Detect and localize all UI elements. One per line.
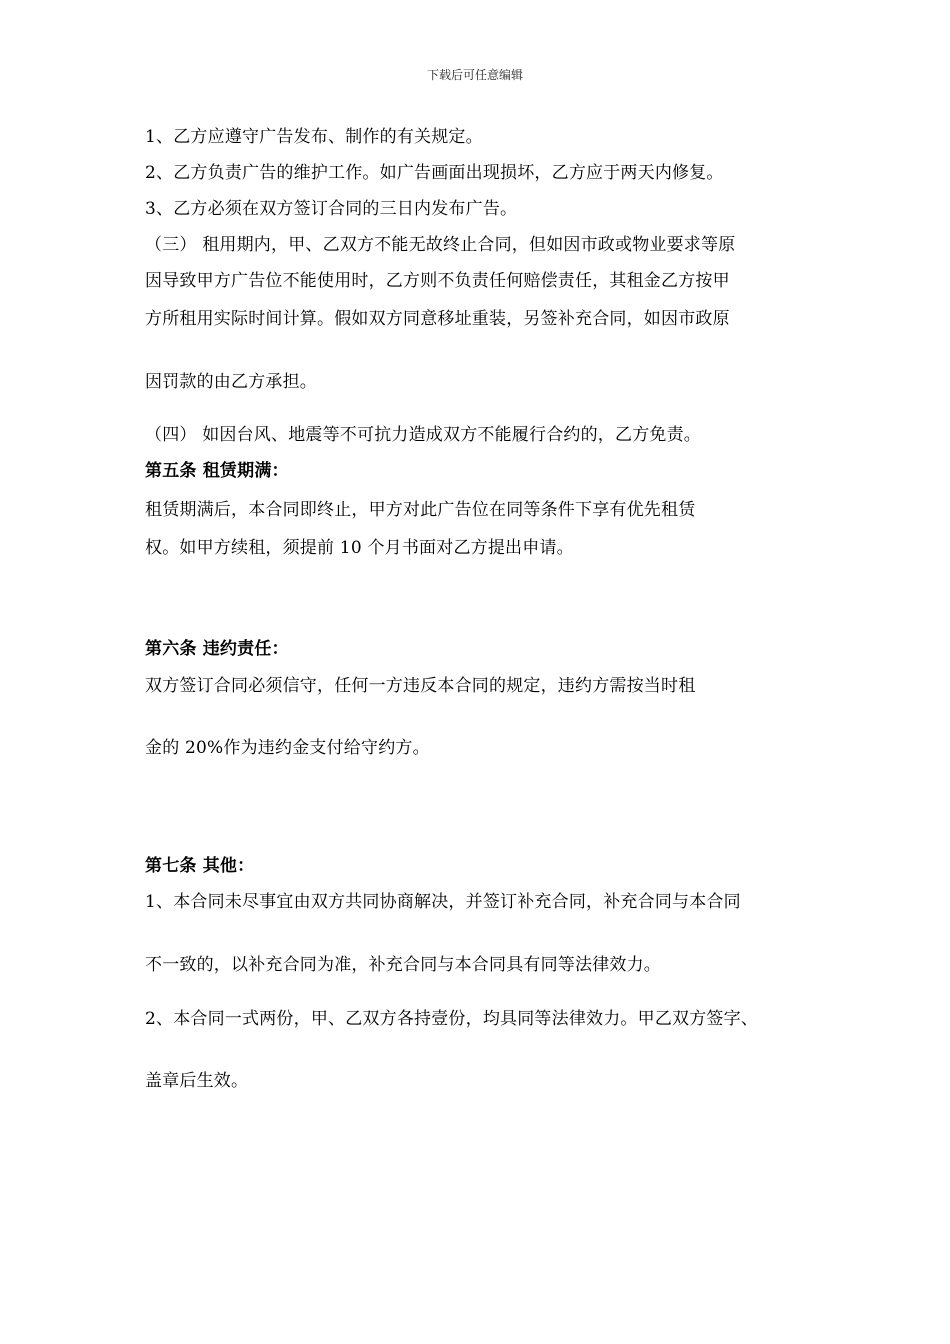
article-5-heading: 第五条 租赁期满：: [145, 461, 289, 481]
clause-4-sub3-line-1: （三） 租用期内，甲、乙双方不能无故终止合同，但如因市政或物业要求等原: [145, 235, 736, 255]
article-5-para-line-2: 权。如甲方续租，须提前 10 个月书面对乙方提出申请。: [145, 538, 574, 558]
clause-4-item-1: 1、乙方应遵守广告发布、制作的有关规定。: [145, 127, 483, 147]
clause-4-sub3-line-3: 方所租用实际时间计算。假如双方同意移址重装，另签补充合同，如因市政原: [145, 309, 730, 329]
clause-4-item-3: 3、乙方必须在双方签订合同的三日内发布广告。: [145, 199, 518, 219]
clause-4-sub3-line-2: 因导致甲方广告位不能使用时，乙方则不负责任何赔偿责任，其租金乙方按甲: [145, 271, 730, 291]
clause-4-sub4: （四） 如因台风、地震等不可抗力造成双方不能履行合约的，乙方免责。: [145, 425, 702, 445]
clause-4-sub3-line-4: 因罚款的由乙方承担。: [145, 372, 317, 392]
article-5-para-line-1: 租赁期满后，本合同即终止，甲方对此广告位在同等条件下享有优先租赁: [145, 500, 696, 520]
article-7-item-1-line-1: 1、本合同未尽事宜由双方共同协商解决，并签订补充合同，补充合同与本合同: [145, 892, 741, 912]
article-6-heading: 第六条 违约责任：: [145, 639, 289, 659]
article-7-item-2-line-2: 盖章后生效。: [145, 1071, 249, 1091]
article-7-item-1-line-2: 不一致的，以补充合同为准，补充合同与本合同具有同等法律效力。: [145, 955, 661, 975]
clause-4-item-2: 2、乙方负责广告的维护工作。如广告画面出现损坏，乙方应于两天内修复。: [145, 163, 724, 183]
article-6-para-line-1: 双方签订合同必须信守，任何一方违反本合同的规定，违约方需按当时租: [145, 676, 696, 696]
article-7-heading: 第七条 其他：: [145, 856, 255, 876]
page-header-note: 下载后可任意编辑: [426, 68, 523, 82]
article-6-para-line-2: 金的 20%作为违约金支付给守约方。: [145, 738, 430, 758]
article-7-item-2-line-1: 2、本合同一式两份，甲、乙双方各持壹份，均具同等法律效力。甲乙双方签字、: [145, 1009, 759, 1029]
